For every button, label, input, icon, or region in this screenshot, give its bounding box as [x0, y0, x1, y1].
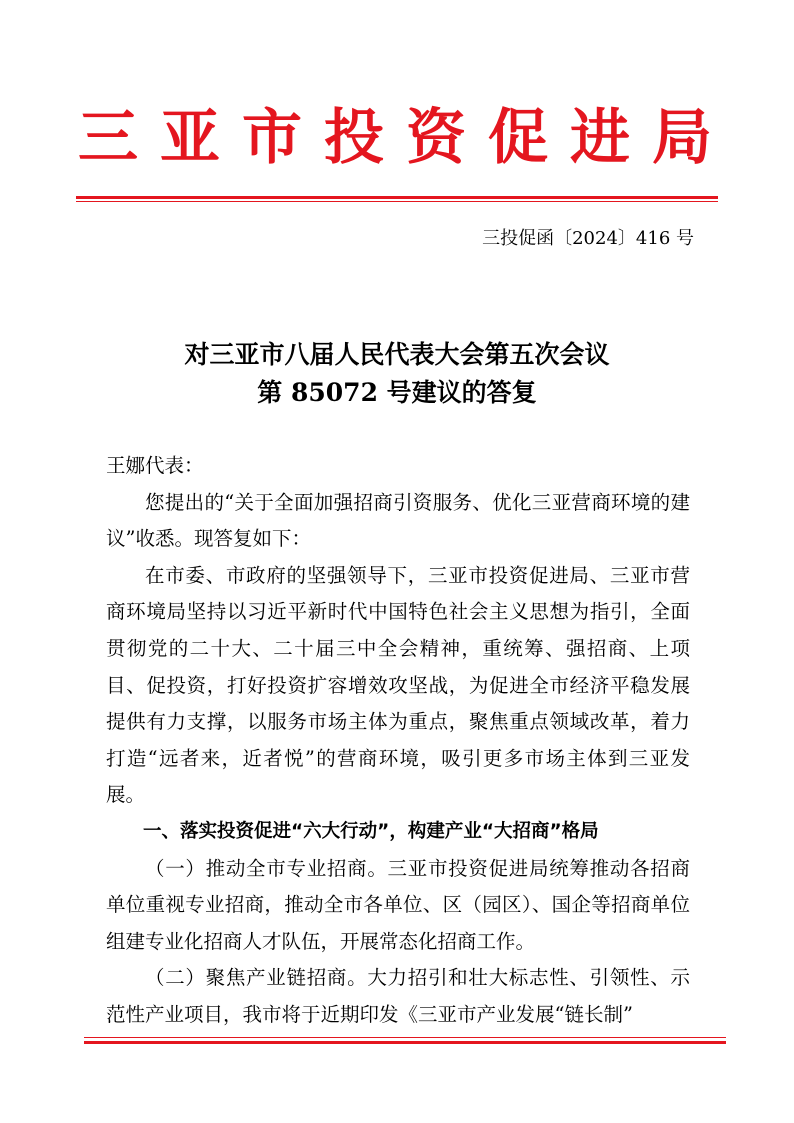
document-body — [106, 448, 690, 1034]
footer-rule-thick — [84, 1041, 726, 1044]
paragraph: （一）推动全市专业招商。三亚市投资促进局统筹推动各招商单位重视专业招商，推动全市各单位、区（园区）、国企等招商单位组建专业化招商人才队伍，开展常态化招商工作。 — [106, 856, 690, 953]
footer-rule-thin — [84, 1037, 726, 1038]
document-title — [0, 336, 794, 412]
paragraph: 在市委、市政府的坚强领导下，三亚市投资促进局、三亚市营商环境局坚持以习近平新时代中国特色社会主义思想为指引，全面贯彻党的二十大、二十届三中全会精神，重统筹、强招商、上项目、促投资，打好投资扩容增效攻坚战，为促进全市经济平稳发展提供有力支撑，以服务市场主体为重点，聚焦重点领域改革，着力打造“远者来，近者悦”的营商环境，吸引更多市场主体到三亚发展。 — [106, 563, 690, 807]
paragraph: （二）聚焦产业链招商。大力招引和壮大标志性、引领性、示范性产业项目，我市将于近期印发《三亚市产业发展“链长制” — [106, 966, 690, 1026]
letterhead-org-name: 三亚市投资促进局 — [78, 103, 734, 173]
letterhead-rule-thin — [76, 201, 718, 202]
salutation: 王娜代表： — [106, 454, 204, 477]
title-line-2: 第 85072 号建议的答复 — [257, 378, 537, 407]
document-number: 三投促函〔2024〕416 号 — [482, 228, 694, 249]
paragraph: 您提出的“关于全面加强招商引资服务、优化三亚营商环境的建议”收悉。现答复如下： — [106, 490, 690, 551]
section-heading: 一、落实投资促进“六大行动”，构建产业“大招商”格局 — [143, 820, 599, 842]
letterhead-rule-thick — [76, 196, 718, 199]
title-line-1: 对三亚市八届人民代表大会第五次会议 — [184, 340, 610, 369]
